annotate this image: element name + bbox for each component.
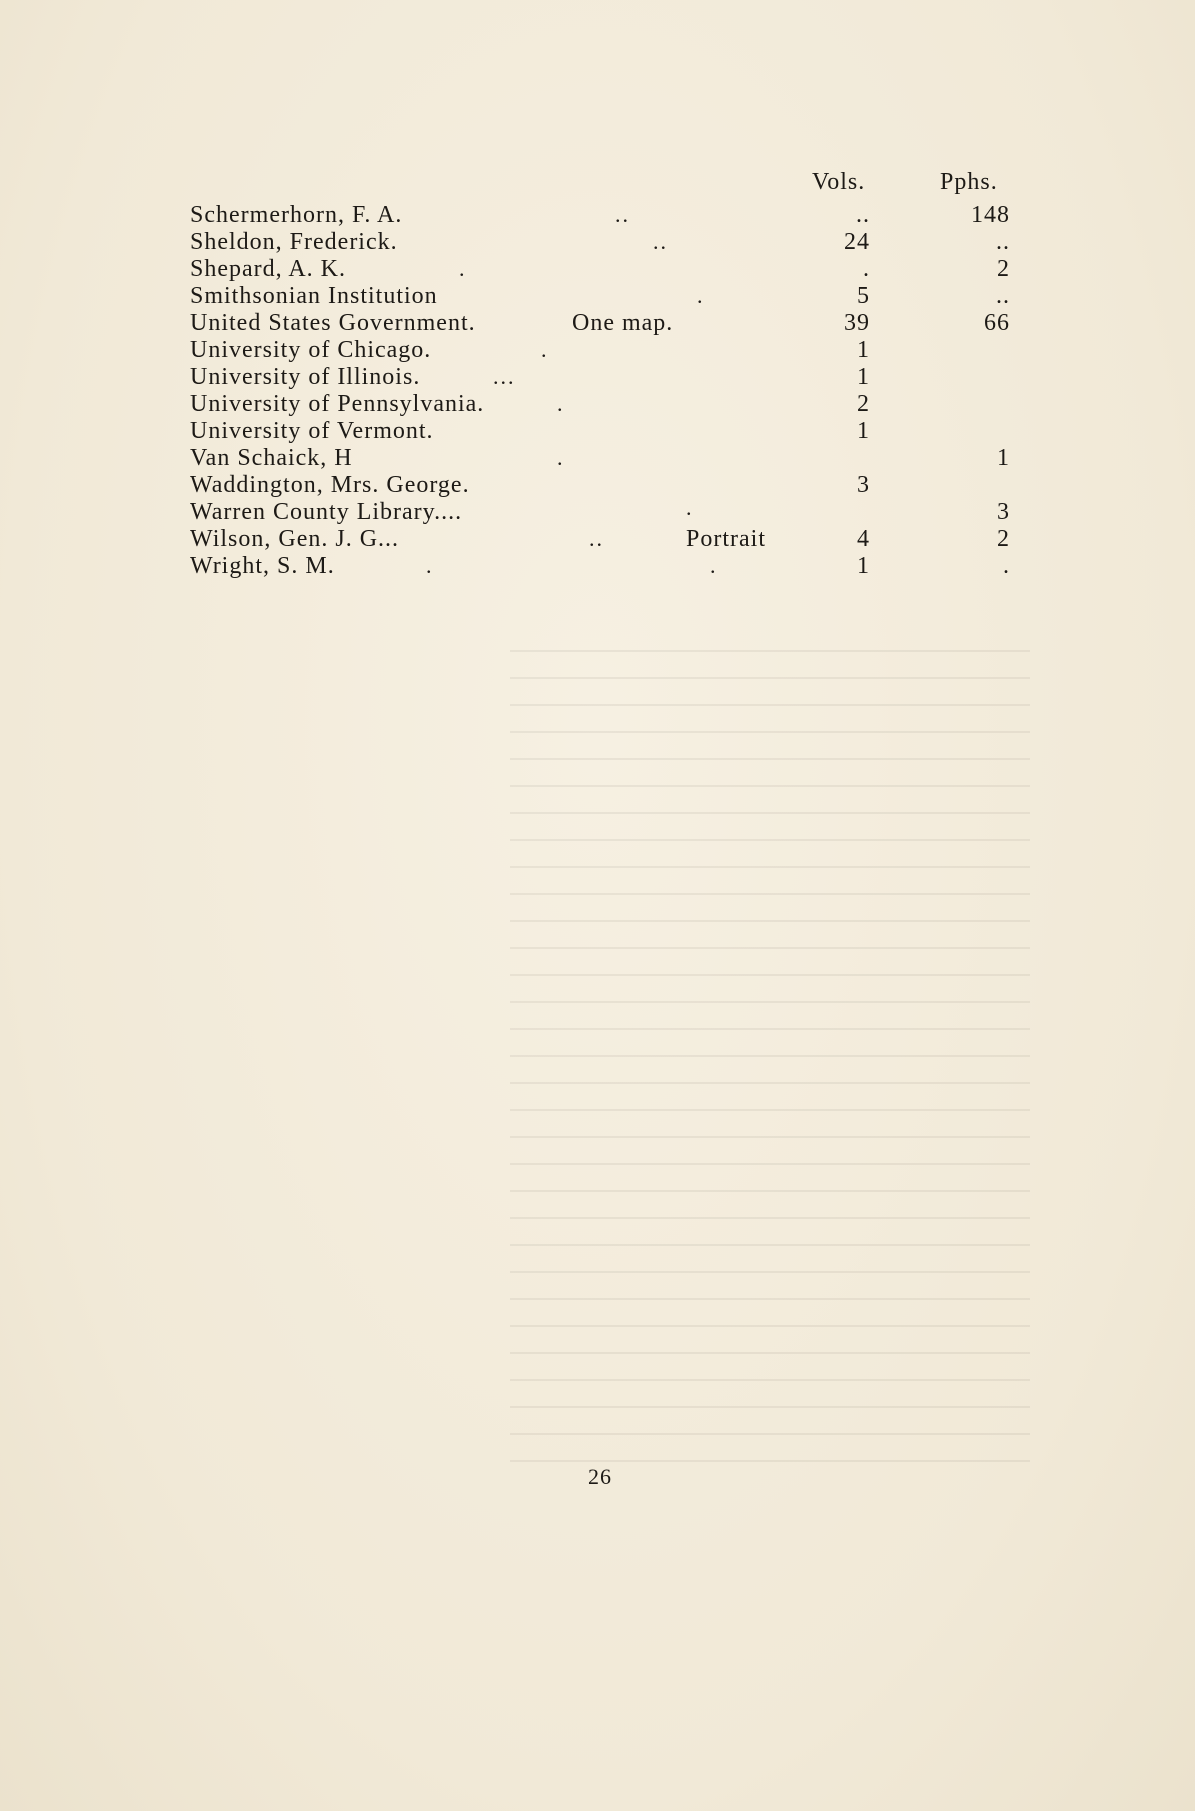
row-leader: .. [653,229,668,254]
row-leader: . [697,283,705,308]
row-leader: . [557,391,565,416]
row-leader: . [557,445,565,470]
row-name: Warren County Library.... [190,499,463,525]
row-leader: . [710,553,718,578]
row-vols: 5 [857,283,870,309]
row-name: University of Illinois. [190,364,421,390]
row-name: Schermerhorn, F. A. [190,202,403,228]
row-vols: 1 [857,337,870,363]
row-vols: . [863,256,870,282]
row-vols: .. [856,202,870,228]
row-vols: 4 [857,526,870,552]
row-pphs: . [1003,553,1010,579]
row-pphs: 3 [997,499,1010,525]
row-vols: 1 [857,553,870,579]
row-pphs: 2 [997,256,1010,282]
row-leader: . [541,337,549,362]
row-vols: 1 [857,418,870,444]
row-leader: . [459,256,467,281]
row-pphs: .. [996,283,1010,309]
row-leader: .. [615,202,630,227]
bleed-through-texture [510,650,1030,1470]
row-pphs: 148 [971,202,1010,228]
row-name: Shepard, A. K. [190,256,346,282]
row-name: Van Schaick, H [190,445,353,471]
row-leader: . [686,495,694,520]
row-name: Waddington, Mrs. George. [190,472,470,498]
page-number: 26 [588,1464,612,1489]
row-vols: 1 [857,364,870,390]
row-pphs: 1 [997,445,1010,471]
column-header-pphs: Pphs. [940,169,998,195]
row-note: Portrait [686,526,766,552]
row-name: Sheldon, Frederick. [190,229,398,255]
row-name: Wilson, Gen. J. G... [190,526,400,552]
row-name: University of Pennsylvania. [190,391,485,417]
row-leader: .. [589,526,604,551]
column-header-vols: Vols. [812,169,866,195]
row-vols: 3 [857,472,870,498]
row-note: One map. [572,310,674,336]
row-name: University of Chicago. [190,337,432,363]
row-vols: 2 [857,391,870,417]
row-leader: . [426,553,434,578]
row-name: United States Government. [190,310,476,336]
row-vols: 24 [844,229,870,255]
row-name: Wright, S. M. [190,553,335,579]
row-pphs: .. [996,229,1010,255]
row-vols: 39 [844,310,870,336]
row-pphs: 66 [984,310,1010,336]
row-name: University of Vermont. [190,418,434,444]
row-leader: ... [493,364,516,389]
row-name: Smithsonian Institution [190,283,438,309]
row-pphs: 2 [997,526,1010,552]
